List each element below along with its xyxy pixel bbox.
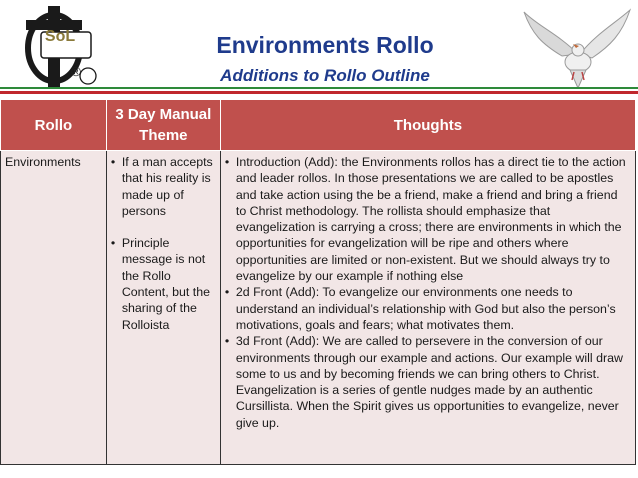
- header-theme: 3 Day Manual Theme: [106, 100, 220, 151]
- logo-text: SoL: [44, 28, 76, 45]
- header-thoughts: Thoughts: [220, 100, 635, 151]
- theme-list: [111, 154, 216, 333]
- page-title: Environments Rollo: [216, 32, 434, 58]
- list-item: • Principle message is not the Rollo Content, but the sharing of the Rolloista: [111, 235, 216, 333]
- page-subtitle: Additions to Rollo Outline: [220, 66, 430, 85]
- dove-icon: [518, 4, 636, 90]
- slide-header: [0, 0, 638, 96]
- list-item: • 3d Front (Add): We are called to persevere in the conversion of our environments through our example and actions. Our example will draw some to us and by becoming friends we can bring others to Christ. Evangelization is a series of gentle nudges made by an authentic Cursillista. When the Spirit gives us opportunities to evangelize, never give up.: [225, 333, 631, 431]
- rollo-table: [0, 99, 636, 465]
- list-item: • 2d Front (Add): To evangelize our environments one needs to understand an individual’s relationship with God but also the person’s motivations, goals and fears; what motivates them.: [225, 284, 631, 333]
- cell-thoughts: [220, 151, 635, 465]
- table-header-row: [1, 100, 636, 151]
- cell-theme: [106, 151, 220, 465]
- header-rollo: Rollo: [1, 100, 107, 151]
- table-row: [1, 151, 636, 465]
- thoughts-list: [225, 154, 631, 431]
- list-item: • Introduction (Add): the Environments rollos has a direct tie to the action and leader rollos. In those presentations we are called to be apostles and take action using the be a friend, make a friend and bring a friend to Christ methodology. The rollista should emphasize that evangelization is carrying a cross; there are environments in which the opportunities for evangelization will be ripe and others where opportunities are limited or non-existent. But we should always try to evangelize by our example if nothing else: [225, 154, 631, 284]
- divider-red: [0, 91, 638, 94]
- registered-mark: ®: [71, 64, 81, 79]
- cell-rollo: Environments: [1, 151, 107, 465]
- list-item: • If a man accepts that his reality is made up of persons: [111, 154, 216, 219]
